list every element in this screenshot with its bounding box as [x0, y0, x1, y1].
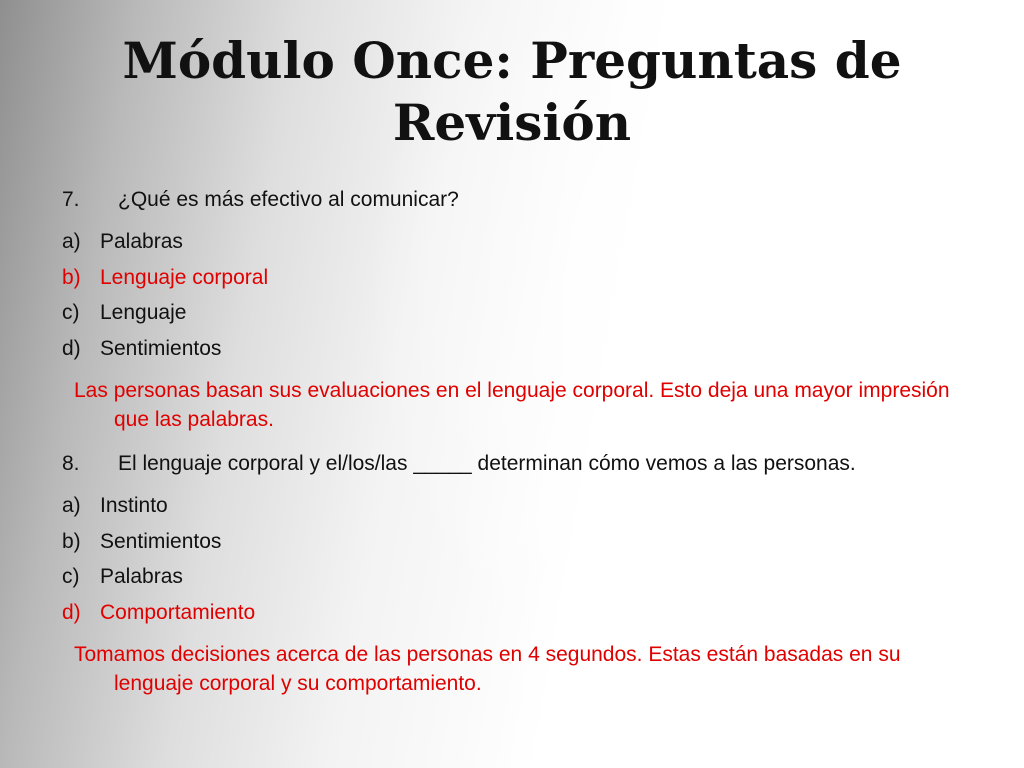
question-text: ¿Qué es más efectivo al comunicar?	[118, 188, 459, 211]
question-8	[62, 448, 982, 480]
option-letter: a)	[62, 230, 81, 253]
option-letter: b)	[62, 529, 81, 553]
slide-content	[62, 184, 982, 712]
option-a	[62, 224, 982, 260]
slide-title: Módulo Once: Preguntas de Revisión	[122, 31, 902, 152]
explanation-7: Las personas basan sus evaluaciones en el lenguaje corporal. Esto deja una mayor impresión que las palabras.	[74, 379, 950, 431]
option-letter: d)	[62, 600, 81, 624]
option-text: Sentimientos	[100, 336, 222, 360]
explanation-8: Tomamos decisiones acerca de las personas en 4 segundos. Estas están basadas en su lenguaje corporal y su comportamiento.	[74, 643, 901, 695]
option-text: Instinto	[100, 494, 168, 517]
option-letter: a)	[62, 494, 81, 517]
answer-options-8	[62, 488, 982, 630]
option-text: Palabras	[100, 230, 183, 253]
question-text: El lenguaje corporal y el/los/las _____ determinan cómo vemos a las personas.	[118, 452, 856, 475]
option-b	[62, 524, 982, 560]
answer-options-7	[62, 224, 982, 366]
option-d-correct	[62, 595, 982, 631]
question-7	[62, 184, 982, 216]
option-d	[62, 331, 982, 367]
question-number: 7.	[62, 188, 80, 211]
option-letter: c)	[62, 301, 80, 324]
option-c	[62, 559, 982, 595]
option-letter: b)	[62, 265, 81, 289]
option-a	[62, 488, 982, 524]
option-text: Lenguaje corporal	[100, 265, 269, 289]
option-text: Palabras	[100, 565, 183, 588]
option-text: Lenguaje	[100, 301, 187, 324]
option-b-correct	[62, 260, 982, 296]
question-number: 8.	[62, 452, 80, 475]
option-c	[62, 295, 982, 331]
option-text: Comportamiento	[100, 600, 256, 624]
option-letter: d)	[62, 336, 81, 360]
option-text: Sentimientos	[100, 529, 222, 553]
option-letter: c)	[62, 565, 80, 588]
